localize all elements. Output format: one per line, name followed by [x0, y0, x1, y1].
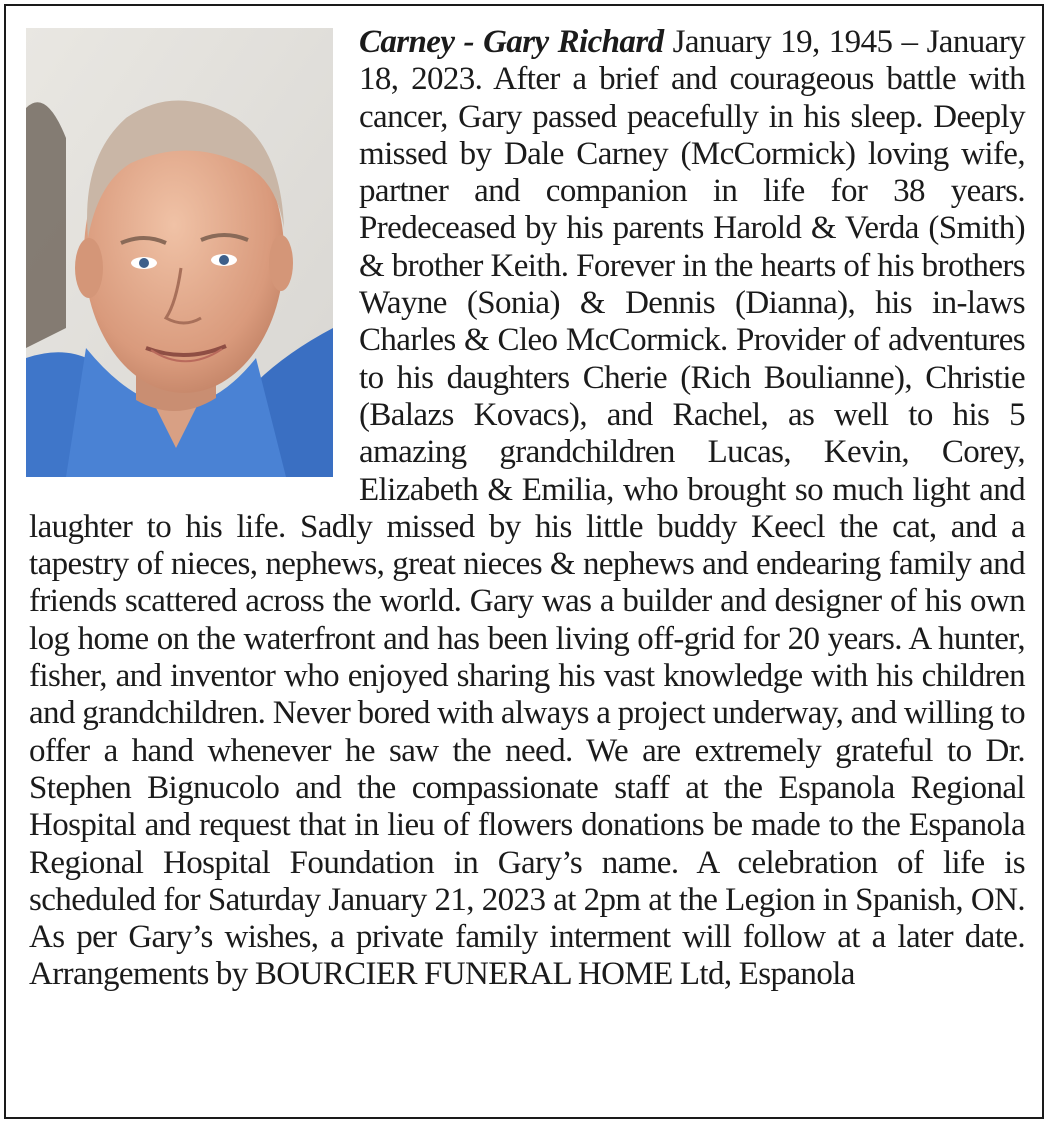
photo-wrap-spacer	[29, 28, 359, 477]
obituary-body: January 19, 1945 – January 18, 2023. After a brief and courageous battle with cancer, Gary passed peacefully in his sleep. Deeply missed by Dale Carney (McCormick) loving wife, partner and companion in life for 38 years. Predeceased by his parents Harold & Verda (Smith) & brother Keith. Forever in the hearts of his brothers Wayne (Sonia) & Dennis (Dianna), his in-laws Charles & Cleo McCormick. Provider of adventures to his daughters Cherie (Rich Boulianne), Christie (Balazs Kovacs), and Rachel, as well to his 5 amazing grandchildren Lucas, Kevin, Corey, Elizabeth & Emilia, who brought so much light and laughter to his life. Sadly missed by his little buddy Keecl the cat, and a tapestry of nieces, nephews, great nieces & nephews and endearing family and friends scattered across the world. Gary was a builder and designer of his own log home on the waterfront and has been living off-grid for 20 years. A hunter, fisher, and inventor who enjoyed sharing his vast knowledge with his children and grandchildren. Never bored with always a project underway, and willing to offer a hand whenever he saw the need. We are extremely grateful to Dr. Stephen Bignucolo and the compassionate staff at the Espanola Regional Hospital and request that in lieu of flowers donations be made to the Espanola Regional Hospital Foundation in Gary’s name. A celebration of life is scheduled for Saturday January 21, 2023 at 2pm at the Legion in Spanish, ON. As per Gary’s wishes, a private family interment will follow at a later date. Arrangements by BOURCIER FUNERAL HOME Ltd, Espanola	[29, 24, 1025, 993]
deceased-name: Carney - Gary Richard	[359, 24, 664, 60]
obituary-text	[29, 24, 1025, 994]
